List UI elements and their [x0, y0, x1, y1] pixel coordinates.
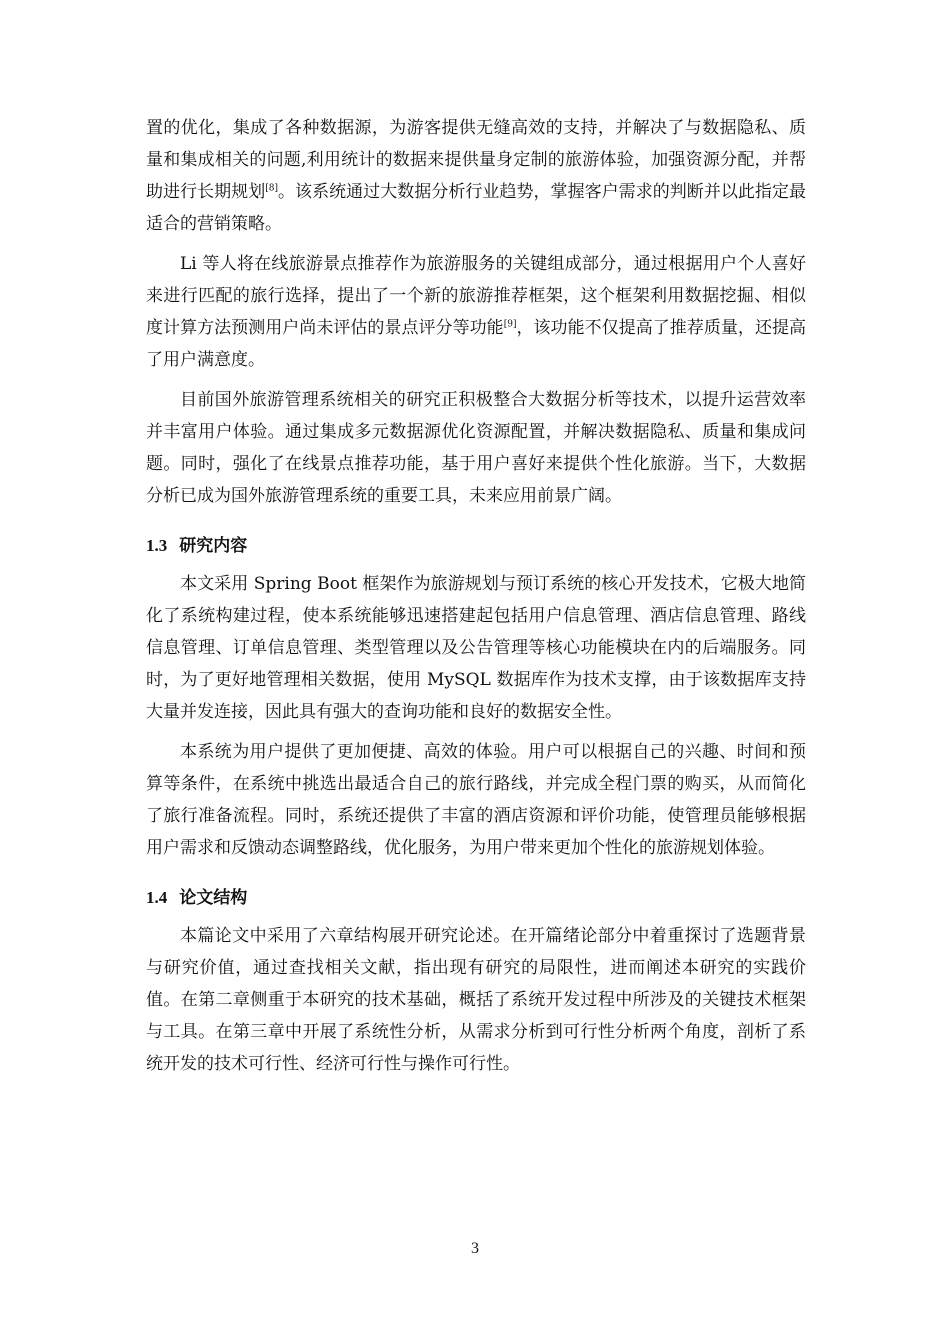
paragraph-text: ，该功能不仅提高了推荐质量，还提高了用户满意度。 [146, 318, 807, 370]
section-title: 论文结构 [179, 888, 248, 908]
section-heading-1-3 [146, 530, 806, 562]
paragraph-text: Li 等人将在线旅游景点推荐作为旅游服务的关键组成部分，通过根据用户个人喜好来进行匹配的旅行选择，提出了一个新的旅游推荐框架，这个框架利用数据挖掘、相似度计算方法预测用户尚未评估的景点评分等功能 [146, 254, 806, 338]
section-heading-1-4 [146, 882, 806, 914]
paragraph-continued [146, 112, 806, 240]
paragraph-text: 置的优化，集成了各种数据源，为游客提供无缝高效的支持，并解决了与数据隐私、质量和集成相关的问题,利用统计的数据来提供量身定制的旅游体验，加强资源分配，并帮助进行长期规划 [146, 118, 806, 202]
paragraph: 本文采用 Spring Boot 框架作为旅游规划与预订系统的核心开发技术，它极大地简化了系统构建过程，使本系统能够迅速搭建起包括用户信息管理、酒店信息管理、路线信息管理、订单信息管理、类型管理以及公告管理等核心功能模块在内的后端服务。同时，为了更好地管理相关数据，使用 MySQL 数据库作为技术支撑，由于该数据库支持大量并发连接，因此具有强大的查询功能和良好的数据安全性。 [146, 574, 806, 722]
paragraph-text: 。该系统通过大数据分析行业趋势，掌握客户需求的判断并以此指定最适合的营销策略。 [146, 182, 807, 234]
page-body [146, 112, 806, 1088]
section-number: 1.3 [146, 536, 168, 555]
paragraph: 本篇论文中采用了六章结构展开研究论述。在开篇绪论部分中着重探讨了选题背景与研究价值，通过查找相关文献，指出现有研究的局限性，进而阐述本研究的实践价值。在第二章侧重于本研究的技术基础，概括了系统开发过程中所涉及的关键技术框架与工具。在第三章中开展了系统性分析，从需求分析到可行性分析两个角度，剖析了系统开发的技术可行性、经济可行性与操作可行性。 [146, 926, 806, 1074]
citation-ref: [9] [503, 319, 517, 330]
paragraph [146, 248, 806, 376]
paragraph: 目前国外旅游管理系统相关的研究正积极整合大数据分析等技术，以提升运营效率并丰富用户体验。通过集成多元数据源优化资源配置，并解决数据隐私、质量和集成问题。同时，强化了在线景点推荐功能，基于用户喜好来提供个性化旅游。当下，大数据分析已成为国外旅游管理系统的重要工具，未来应用前景广阔。 [146, 390, 806, 506]
paragraph: 本系统为用户提供了更加便捷、高效的体验。用户可以根据自己的兴趣、时间和预算等条件，在系统中挑选出最适合自己的旅行路线，并完成全程门票的购买，从而简化了旅行准备流程。同时，系统还提供了丰富的酒店资源和评价功能，使管理员能够根据用户需求和反馈动态调整路线，优化服务，为用户带来更加个性化的旅游规划体验。 [146, 742, 806, 858]
citation-ref: [8] [265, 183, 278, 194]
section-title: 研究内容 [179, 536, 248, 556]
page-number: 3 [471, 1240, 479, 1257]
section-number: 1.4 [146, 888, 168, 907]
